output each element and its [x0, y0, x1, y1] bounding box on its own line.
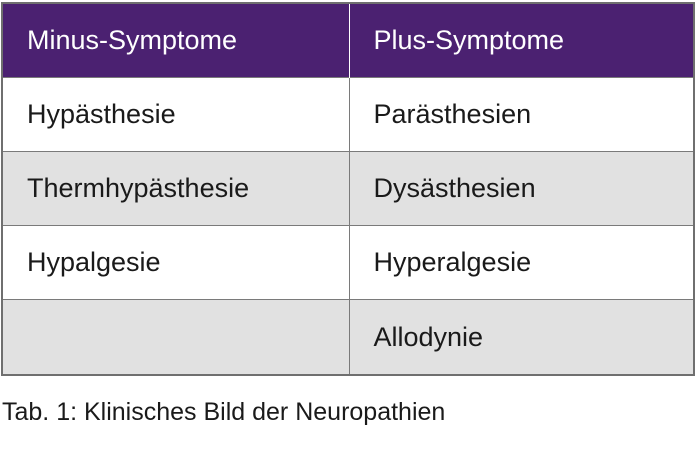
- header-plus-symptome: Plus-Symptome: [349, 4, 693, 77]
- table-row: [3, 300, 693, 374]
- table-cell: Hyperalgesie: [349, 226, 693, 300]
- table-cell: Hypalgesie: [3, 226, 349, 300]
- table-row: [3, 151, 693, 225]
- table-cell: Hypästhesie: [3, 77, 349, 151]
- table-row: [3, 77, 693, 151]
- table-cell: Allodynie: [349, 300, 693, 374]
- header-row: [3, 4, 693, 77]
- table-header: [3, 4, 693, 77]
- symptom-table: [3, 4, 693, 374]
- symptom-table-container: [1, 2, 695, 376]
- header-minus-symptome: Minus-Symptome: [3, 4, 349, 77]
- table-cell-empty: [3, 300, 349, 374]
- table-caption: Tab. 1: Klinisches Bild der Neuropathien: [2, 398, 446, 426]
- table-row: [3, 226, 693, 300]
- table-cell: Thermhypästhesie: [3, 151, 349, 225]
- table-cell: Parästhesien: [349, 77, 693, 151]
- table-body: [3, 77, 693, 374]
- table-cell: Dysästhesien: [349, 151, 693, 225]
